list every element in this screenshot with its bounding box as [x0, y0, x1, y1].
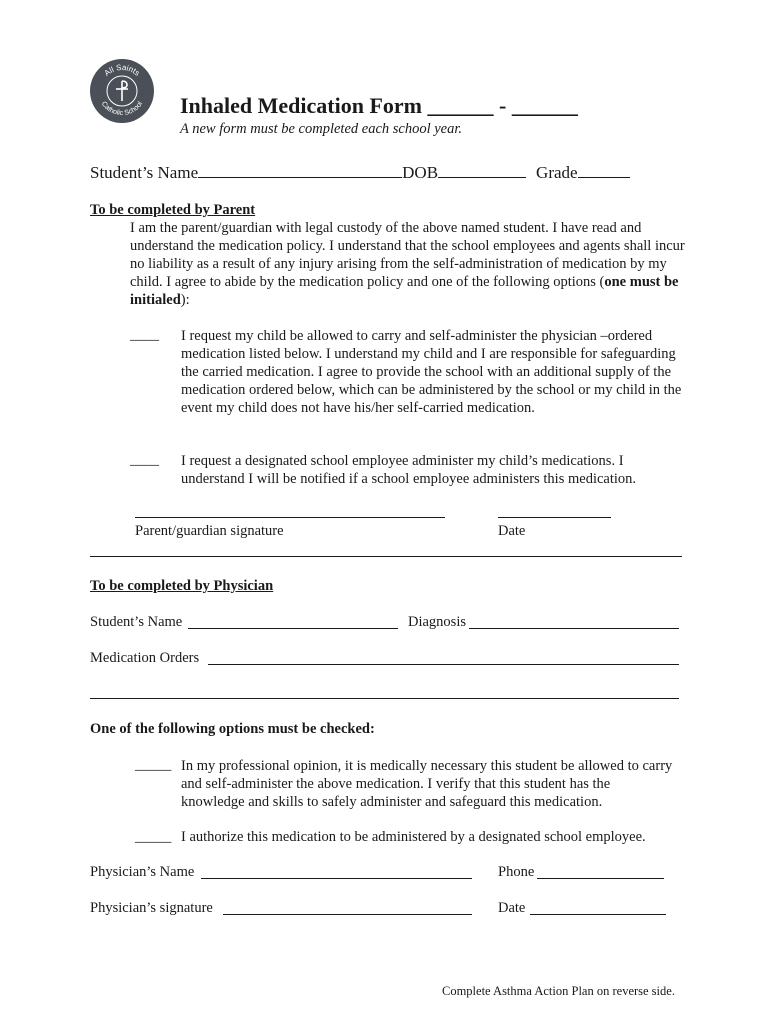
physician-signature-field[interactable]	[223, 914, 472, 915]
parent-option2-text: I request a designated school employee administer my child’s medications. I understand I will be notified if a school employee administers this medication.	[181, 453, 637, 487]
form-title: Inhaled Medication Form ______ - ______	[180, 93, 578, 118]
parent-intro-paragraph	[130, 219, 690, 309]
school-logo	[89, 58, 155, 124]
parent-option2-blank[interactable]: ____	[130, 452, 159, 468]
grade-field[interactable]	[578, 164, 630, 178]
physician-signature-label: Physician’s signature	[90, 900, 213, 916]
physician-option2-checkbox[interactable]: _____	[135, 829, 172, 845]
physician-option1-text: In my professional opinion, it is medically necessary this student be allowed to carry and self-administer the above medication. I verify that this student has the knowledge and skills to safely administer and safeguard this medication.	[181, 758, 673, 810]
diagnosis-field[interactable]	[469, 628, 679, 629]
phone-label: Phone	[498, 864, 535, 880]
footer-note: Complete Asthma Action Plan on reverse side.	[442, 984, 675, 998]
parent-signature-label: Parent/guardian signature	[135, 523, 284, 539]
diagnosis-label: Diagnosis	[408, 614, 466, 630]
grade-label: Grade	[536, 163, 578, 182]
physician-section-heading: To be completed by Physician	[90, 578, 274, 594]
parent-option1-text: I request my child be allowed to carry and self-administer the physician –ordered medication listed below. I understand my child and I are responsible for safeguarding the carried medication. I agree to provide the school with an additional supply of the medication ordered below, which can be administered by the school or my child in the event my child does not have his/her self-carried medication.	[181, 328, 682, 416]
logo-text-bottom: Catholic School	[99, 100, 145, 118]
parent-intro-end: ):	[180, 292, 190, 308]
parent-signature-line[interactable]	[135, 517, 445, 518]
parent-intro-text: I am the parent/guardian with legal custody of the above named student. I have read and understand the medication policy. I understand that the school employees and agents shall incur no liability as a result of any injury arising from the self-administration of medication by my child. I agree to abide by the medication policy and one of the following options (	[130, 220, 685, 290]
medication-orders-field-line2[interactable]	[90, 698, 679, 699]
parent-date-label: Date	[498, 523, 526, 539]
physician-date-label: Date	[498, 900, 526, 916]
physician-name-label: Physician’s Name	[90, 864, 195, 880]
parent-intro-emphasis: one must be initialed	[130, 274, 679, 308]
student-name-label: Student’s Name	[90, 163, 199, 182]
phone-field[interactable]	[537, 878, 664, 879]
physician-student-name-field[interactable]	[188, 628, 398, 629]
physician-name-field[interactable]	[201, 878, 472, 879]
section-divider	[90, 556, 682, 557]
physician-options-heading: One of the following options must be checked:	[90, 721, 375, 737]
dob-field[interactable]	[438, 164, 526, 178]
physician-option2-text: I authorize this medication to be administered by a designated school employee.	[181, 829, 646, 845]
dob-label: DOB	[402, 163, 439, 182]
logo-text-top: All Saints	[102, 62, 142, 78]
form-subtitle: A new form must be completed each school year.	[180, 121, 463, 137]
physician-date-field[interactable]	[530, 914, 666, 915]
student-name-field[interactable]	[198, 164, 402, 178]
student-info-row	[90, 163, 630, 183]
medication-orders-label: Medication Orders	[90, 650, 200, 666]
physician-option1-checkbox[interactable]: _____	[135, 757, 172, 773]
physician-student-name-label: Student’s Name	[90, 614, 183, 630]
parent-option1-blank[interactable]: ____	[130, 327, 159, 343]
parent-section-heading: To be completed by Parent	[90, 202, 256, 218]
medication-orders-field[interactable]	[208, 664, 679, 665]
parent-date-line[interactable]	[498, 517, 611, 518]
